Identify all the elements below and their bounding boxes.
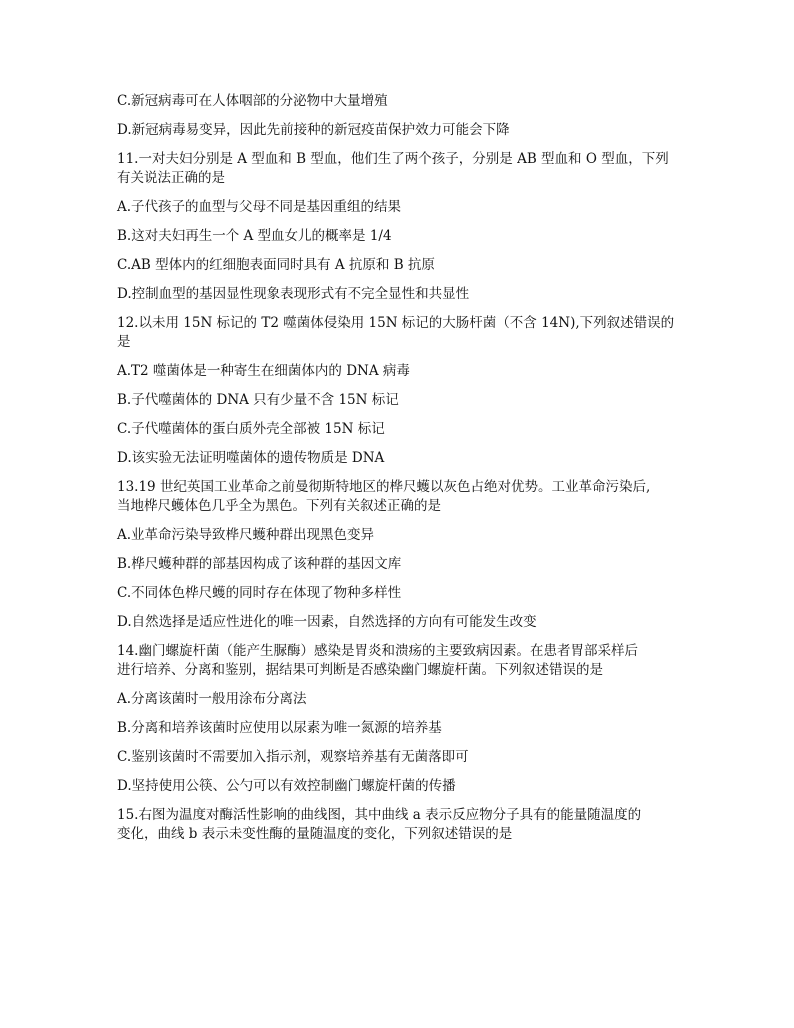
q14-option-b: B.分离和培养该菌时应使用以尿素为唯一氮源的培养基	[117, 720, 442, 736]
q14-option-d: D.坚持使用公筷、公勺可以有效控制幽门螺旋杆菌的传播	[117, 778, 456, 794]
q13-option-d: D.自然选择是适应性进化的唯一因素，自然选择的方向有可能发生改变	[117, 614, 537, 630]
q14-option-c: C.鉴别该菌时不需要加入指示剂，观察培养基有无菌落即可	[117, 749, 469, 765]
q15-stem	[117, 806, 687, 844]
q11-option-d: D.控制血型的基因显性现象表现形式有不完全显性和共显性	[117, 286, 470, 302]
q12-option-a: A.T2 噬菌体是一种寄生在细菌体内的 DNA 病毒	[117, 363, 410, 379]
q13-option-c: C.不同体色桦尺蠖的同时存在体现了物种多样性	[117, 585, 402, 601]
q12-option-c: C.子代噬菌体的蛋白质外壳全部被 15N 标记	[117, 421, 385, 437]
q12-stem	[117, 314, 687, 352]
q14-option-a: A.分离该菌时一般用涂布分离法	[117, 691, 307, 707]
q12-option-d: D.该实验无法证明噬菌体的遗传物质是 DNA	[117, 450, 385, 466]
question-15	[117, 806, 687, 844]
q15-stem-line-1: 15.右图为温度对酶活性影响的曲线图，其中曲线 a 表示反应物分子具有的能量随温度的	[117, 807, 642, 823]
q11-stem-line-1: 11.一对夫妇分别是 A 型血和 B 型血，他们生了两个孩子，分别是 AB 型血和 O 型血，下列	[117, 151, 669, 167]
q14-stem	[117, 642, 687, 680]
question-13	[117, 478, 687, 632]
q11-option-c: C.AB 型体内的红细胞表面同时具有 A 抗原和 B 抗原	[117, 257, 435, 273]
q10-option-c: C.新冠病毒可在人体咽部的分泌物中大量增殖	[117, 93, 388, 109]
q14-stem-line-1: 14.幽门螺旋杆菌（能产生脲酶）感染是胃炎和溃疡的主要致病因素。在患者胃部采样后	[117, 643, 638, 659]
q10-option-d: D.新冠病毒易变异，因此先前接种的新冠疫苗保护效力可能会下降	[117, 122, 510, 138]
question-14	[117, 642, 687, 796]
question-11	[117, 150, 687, 304]
q11-option-b: B.这对夫妇再生一个 A 型血女儿的概率是 1/4	[117, 228, 392, 244]
q12-stem-line-1: 12.以未用 15N 标记的 T2 噬菌体侵染用 15N 标记的大肠杆菌（不含 14N),下列叙述错误的	[117, 315, 675, 331]
question-10-tail	[117, 92, 687, 140]
q12-stem-line-2: 是	[117, 334, 131, 350]
q11-stem	[117, 150, 687, 188]
exam-page	[117, 92, 687, 854]
q13-stem-line-1: 13.19 世纪英国工业革命之前曼彻斯特地区的桦尺蠖以灰色占绝对优势。工业革命污染后,	[117, 479, 651, 495]
q15-stem-line-2: 变化，曲线 b 表示未变性酶的量随温度的变化，下列叙述错误的是	[117, 826, 513, 842]
q14-stem-line-2: 进行培养、分离和鉴别，据结果可判断是否感染幽门螺旋杆菌。下列叙述错误的是	[117, 662, 603, 678]
question-12	[117, 314, 687, 468]
q13-option-b: B.桦尺蠖种群的部基因构成了该种群的基因文库	[117, 556, 402, 572]
q13-option-a: A.业革命污染导致桦尺蠖种群出现黑色变异	[117, 527, 375, 543]
q13-stem	[117, 478, 687, 516]
q12-option-b: B.子代噬菌体的 DNA 只有少量不含 15N 标记	[117, 392, 399, 408]
q11-option-a: A.子代孩子的血型与父母不同是基因重组的结果	[117, 199, 402, 215]
q11-stem-line-2: 有关说法正确的是	[117, 170, 225, 186]
q13-stem-line-2: 当地桦尺蠖体色几乎全为黑色。下列有关叙述正确的是	[117, 498, 441, 514]
